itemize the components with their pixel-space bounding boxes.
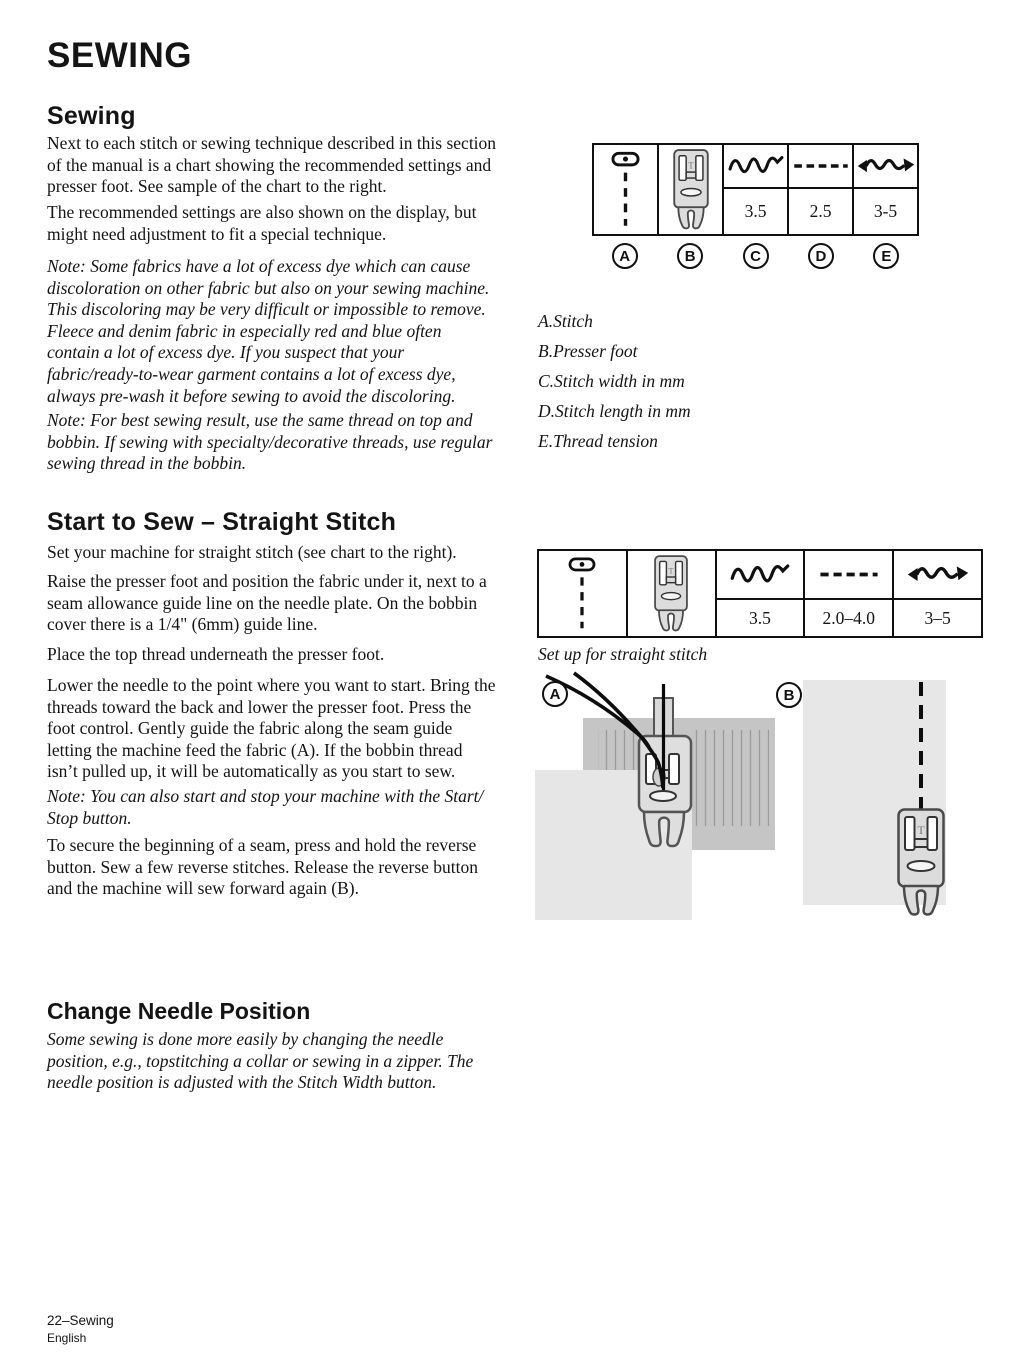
straight-stitch-icon — [611, 151, 640, 229]
chart-column-stitch-width — [722, 145, 787, 234]
paragraph: Set your machine for straight stitch (see chart to the right). — [47, 542, 457, 562]
thread-tension-wave-arrow-icon — [857, 154, 915, 178]
chart-column-stitch-length — [803, 551, 892, 636]
thread-tension-value: 3–5 — [894, 598, 981, 636]
chart-column-presser-foot — [657, 145, 722, 234]
figure-a-sewing-illustration — [530, 670, 775, 928]
footer-page-label: 22–Sewing — [47, 1313, 114, 1328]
chart-column-stitch — [539, 551, 626, 636]
figure-a-marker: A — [542, 681, 568, 707]
marker-c: C — [743, 243, 769, 269]
marker-a: A — [612, 243, 638, 269]
page-title: SEWING — [47, 36, 192, 75]
chart-column-stitch — [594, 145, 657, 234]
paragraph: The recommended settings are also shown on the display, but might need adjustment to fit a special technique. — [47, 202, 477, 244]
chart-column-thread-tension — [852, 145, 917, 234]
chart-column-presser-foot — [626, 551, 715, 636]
legend-item: D.Stitch length in mm — [538, 401, 691, 421]
footer-language: English — [47, 1331, 87, 1345]
note-paragraph: Note: You can also start and stop your machine with the Start/ Stop button. — [47, 786, 484, 828]
stitch-length-value: 2.0–4.0 — [805, 598, 892, 636]
presser-foot-icon — [654, 555, 688, 633]
note-paragraph: Note: Some fabrics have a lot of excess dye which can cause discoloration on other fabric but also on your sewing machine. This discoloring may be very difficult or impossible to remove. Fleece and denim fabric in especially red and blue often contain a lot of excess dye. If you suspect that your fabric/ready-to-wear garment contains a lot of excess dye, always pre-wash it before sewing to avoid the discoloring. — [47, 256, 490, 406]
note-paragraph: Note: For best sewing result, use the same thread on top and bobbin. If sewing with specialty/decorative threads, use regular sewing thread in the bobbin. — [47, 410, 493, 474]
marker-d: D — [808, 243, 834, 269]
chart-column-stitch-length — [787, 145, 852, 234]
stitch-length-dashes-icon — [818, 569, 880, 580]
thread-tension-wave-arrow-icon — [907, 562, 969, 587]
legend-item: B.Presser foot — [538, 341, 638, 361]
legend-item: C.Stitch width in mm — [538, 371, 685, 391]
stitch-length-value: 2.5 — [789, 187, 852, 234]
sample-settings-chart — [592, 143, 919, 236]
paragraph: Lower the needle to the point where you want to start. Bring the threads toward the back and lower the presser foot. Press the foot control. Gently guide the fabric along the seam guide letting the machine feed the fabric (A). If the bobbin thread isn’t pulled up, it will be automatically as you start to sew. — [47, 675, 496, 782]
stitch-width-value: 3.5 — [717, 598, 804, 636]
figure-b-seam-illustration — [770, 670, 1024, 922]
paragraph: Next to each stitch or sewing technique described in this section of the manual is a chart showing the recommended settings and presser foot. See sample of the chart to the right. — [47, 133, 497, 197]
paragraph: To secure the beginning of a seam, press and hold the reverse button. Sew a few reverse stitches. Release the reverse button and the machine will sew forward again (B). — [47, 835, 479, 899]
paragraph: Some sewing is done more easily by changing the needle position, e.g., topstitching a collar or sewing in a zipper. The needle position is adjusted with the Stitch Width button. — [47, 1029, 474, 1093]
section-heading-start-to-sew: Start to Sew – Straight Stitch — [47, 508, 397, 536]
paragraph: Place the top thread underneath the presser foot. — [47, 644, 385, 664]
section-heading-change-needle-position: Change Needle Position — [47, 998, 311, 1024]
chart-column-stitch-width — [715, 551, 804, 636]
presser-foot-icon — [673, 149, 709, 231]
chart-legend — [538, 306, 691, 456]
straight-stitch-settings-chart — [537, 549, 983, 638]
paragraph: Raise the presser foot and position the fabric under it, next to a seam allowance guide line on the needle plate. On the bobbin cover there is a 1/4" (6mm) guide line. — [47, 571, 487, 635]
chart-caption: Set up for straight stitch — [538, 644, 708, 664]
stitch-width-zigzag-icon — [729, 561, 791, 589]
thread-tension-value: 3-5 — [854, 187, 917, 234]
chart-column-thread-tension — [892, 551, 981, 636]
chart-column-markers — [592, 243, 919, 269]
stitch-length-dashes-icon — [792, 161, 850, 171]
section-heading-sewing: Sewing — [47, 102, 136, 130]
marker-e: E — [873, 243, 899, 269]
stitch-width-zigzag-icon — [727, 153, 785, 179]
legend-item: A.Stitch — [538, 311, 593, 331]
legend-item: E.Thread tension — [538, 431, 658, 451]
stitch-width-value: 3.5 — [724, 187, 787, 234]
marker-b: B — [677, 243, 703, 269]
straight-stitch-icon — [568, 557, 596, 631]
figure-b-marker: B — [776, 682, 802, 708]
